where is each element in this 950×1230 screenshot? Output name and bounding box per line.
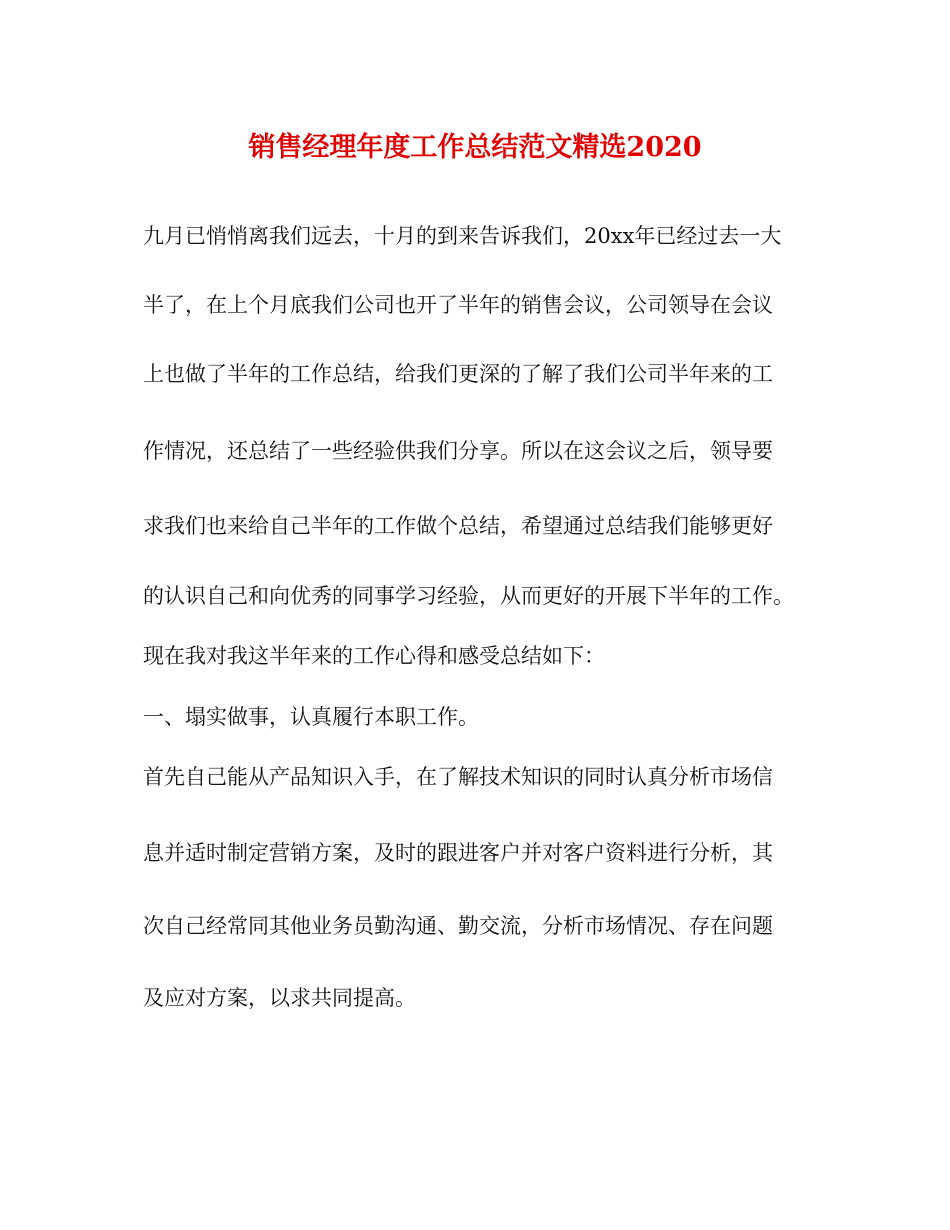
body-line: 九月已悄悄离我们远去，十月的到来告诉我们，20xx年已经过去一大 — [143, 224, 782, 248]
body-line: 求我们也来给自己半年的工作做个总结，希望通过总结我们能够更好 — [143, 514, 773, 538]
body-line: 作情况，还总结了一些经验供我们分享。所以在这会议之后，领导要 — [143, 439, 773, 463]
body-line: 的认识自己和向优秀的同事学习经验，从而更好的开展下半年的工作。 — [143, 584, 794, 608]
section-heading: 一、塌实做事，认真履行本职工作。 — [143, 705, 479, 729]
document-title: 销售经理年度工作总结范文精选2020 — [248, 132, 702, 163]
body-line: 息并适时制定营销方案，及时的跟进客户并对客户资料进行分析，其 — [143, 841, 773, 865]
body-line: 及应对方案，以求共同提高。 — [143, 986, 416, 1010]
body-line: 现在我对我这半年来的工作心得和感受总结如下： — [143, 644, 605, 668]
body-line: 次自己经常同其他业务员勤沟通、勤交流，分析市场情况、存在问题 — [143, 914, 773, 938]
body-line: 上也做了半年的工作总结，给我们更深的了解了我们公司半年来的工 — [143, 362, 773, 386]
body-line: 首先自己能从产品知识入手，在了解技术知识的同时认真分析市场信 — [143, 765, 773, 789]
body-line: 半了，在上个月底我们公司也开了半年的销售会议，公司领导在会议 — [143, 293, 773, 317]
